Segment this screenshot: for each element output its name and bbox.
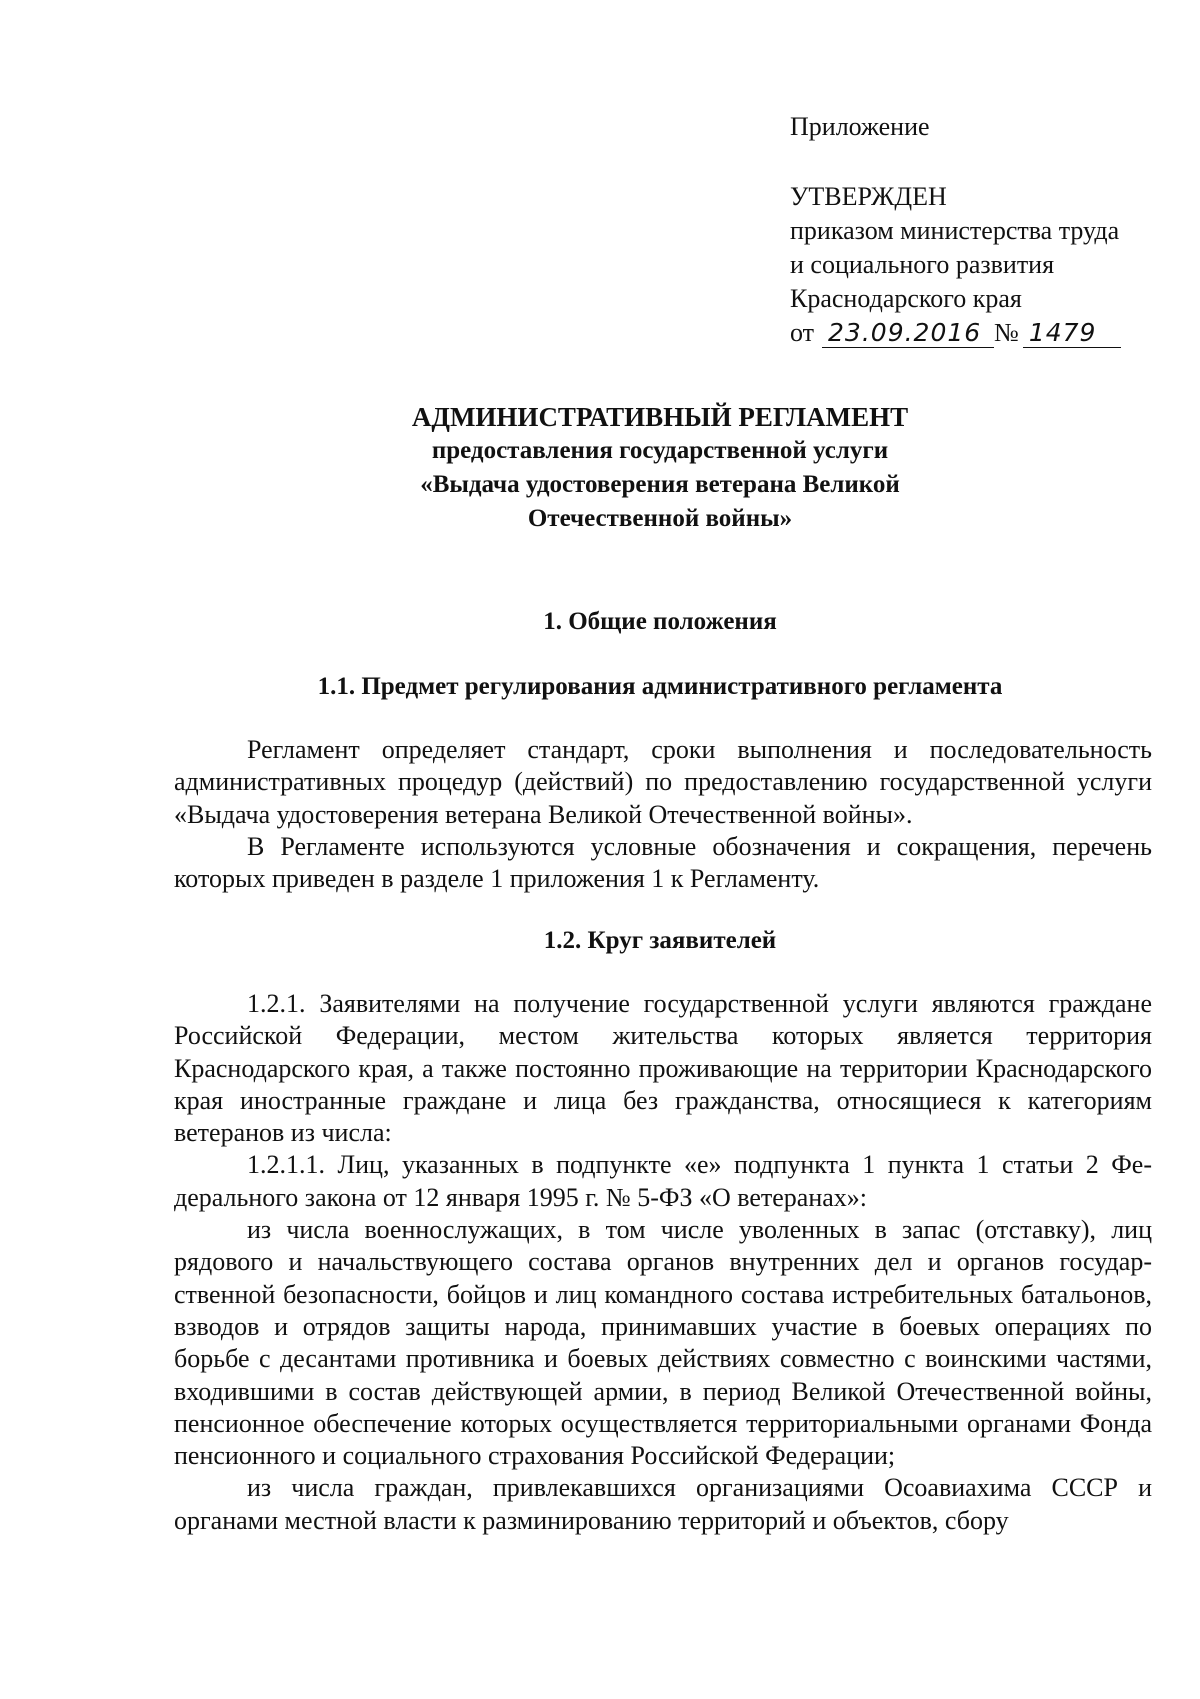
section-heading-1-2: 1.2. Круг заявителей [543, 927, 777, 954]
paragraph: В Регламенте используются условные обозначения и сокращения, перечень которых приведен в разделе 1 приложения 1 к Регламенту. [174, 831, 1152, 894]
section-1-2-text [174, 988, 1152, 1537]
handwritten-order-number: 1479 [1023, 319, 1121, 348]
section-heading-1: 1. Общие положения [543, 608, 777, 635]
approval-line: и социального развития [790, 250, 1055, 279]
approved-label: УТВЕРЖДЕН [790, 182, 947, 211]
title-line-1: АДМИНИСТРАТИВНЫЙ РЕГЛАМЕНТ [411, 402, 909, 432]
approval-block [790, 110, 1170, 350]
appendix-label: Приложение [790, 112, 930, 141]
paragraph: 1.2.1.1. Лиц, указанных в подпункте «е» подпункта 1 пункта 1 статьи 2 Федерального закона от 12 января 1995 г. № 5-ФЗ «О ветеранах»: [174, 1150, 1152, 1212]
handwritten-date: 23.09.2016 [822, 319, 994, 348]
section-1-1-text [174, 734, 1152, 895]
title-line-3: «Выдача удостоверения ветерана Великой [420, 471, 900, 498]
approval-line: Краснодарского края [790, 284, 1022, 313]
section-heading-1-1: 1.1. Предмет регулирования административного регламента [317, 673, 1003, 700]
document-title [170, 400, 1150, 536]
number-sign: № [994, 318, 1019, 347]
title-line-4: Отечественной войны» [527, 505, 793, 532]
from-label: от [790, 318, 815, 347]
paragraph: Регламент определяет стандарт, сроки выполнения и последовательность административных процедур (действий) по предоставлению государственной услуги «Выдача удостоверения ветерана Великой Отечественной войны». [174, 735, 1152, 829]
paragraph: из числа военнослужащих, в том числе уволенных в запас (отставку), лиц рядового и начальствующего состава органов внутренних дел и органов государственной безопасности, бойцов и лиц командного состава истребительных батальонов, взводов и отрядов защиты народа, принимавших участие в боевых операциях по борьбе с десантами противника и боевых действиях совместно с воинскими частями, входившими в состав действующей армии, в период Великой Отечественной войны, пенсионное обеспечение которых осуществляется территориальными органами Фонда пенсионного и социального страхования Российской Федерации; [174, 1215, 1152, 1471]
title-line-2: предоставления государственной услуги [431, 437, 889, 464]
approval-line: приказом министерства труда [790, 216, 1120, 245]
paragraph: 1.2.1. Заявителями на получение государственной услуги являются граждане Российской Федерации, местом жительства которых является территория Краснодарского края, а также постоянно проживающие на территории Краснодарского края иностранные граждане и лица без гражданства, относящиеся к категориям ветеранов из числа: [174, 989, 1152, 1148]
order-date-number-row [790, 316, 1170, 350]
paragraph: из числа граждан, привлекавшихся организациями Осоавиахима СССР и органами местной власти к разминированию территорий и объектов, сбору [174, 1473, 1152, 1535]
